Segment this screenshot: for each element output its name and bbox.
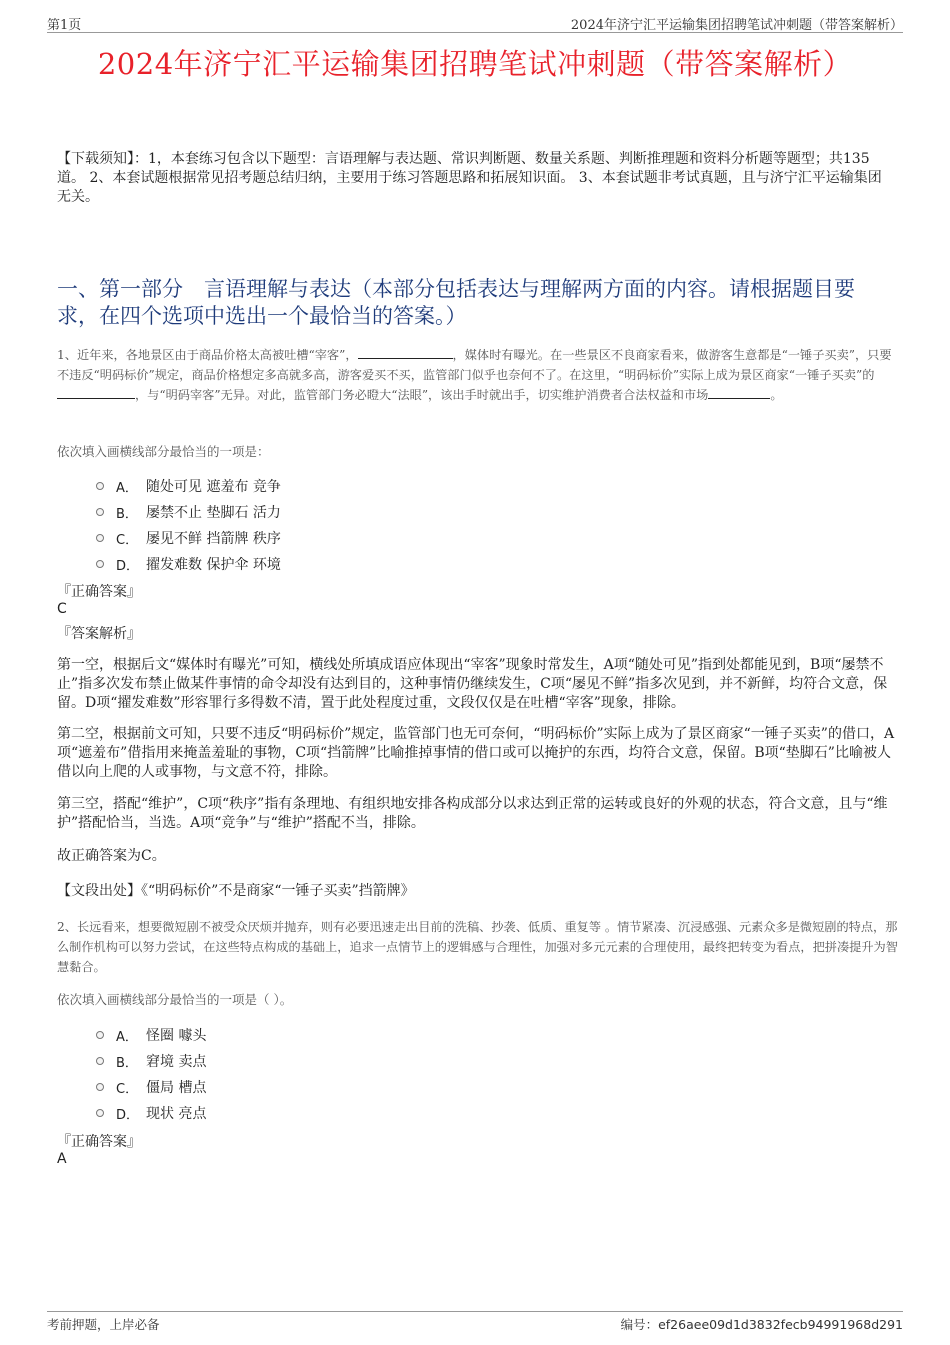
radio-button[interactable] <box>96 482 104 490</box>
option-text: 屡见不鲜 挡箭牌 秩序 <box>146 531 281 547</box>
download-notice: 【下载须知】：1，本套练习包含以下题型：言语理解与表达题、常识判断题、数量关系题、判断推理题和资料分析题等题型；共135道。 2、本套试题根据常见招考题总结归纳，主要用于练习答题思路和拓展知识面。 3、本套试题非考试真题，且与济宁汇平运输集团无关。 <box>57 151 882 205</box>
radio-button[interactable] <box>96 534 104 542</box>
answer-label: 『正确答案』 <box>57 1134 141 1150</box>
question-2-options <box>96 1022 206 1126</box>
option-letter: C． <box>116 532 139 548</box>
footer-slogan: 考前押题，上岸必备 <box>47 1317 160 1332</box>
question-1-text <box>57 345 900 405</box>
option-d[interactable] <box>96 551 281 577</box>
page-number: 第1页 <box>47 18 82 33</box>
answer-value: C <box>57 601 67 617</box>
option-b[interactable] <box>96 1048 206 1074</box>
footer-divider <box>47 1311 903 1312</box>
option-text: 屡禁不止 垫脚石 活力 <box>146 505 281 521</box>
analysis-conclusion: 故正确答案为C。 <box>57 848 166 864</box>
analysis-paragraph-3: 第三空，搭配“维护”，C项“秩序”指有条理地、有组织地安排各构成部分以求达到正常的运转或良好的外观的状态，符合文意，且与“维护”搭配恰当，当选。A项“竞争”与“维护”搭配不当，排除。 <box>57 796 888 831</box>
question-1-options <box>96 473 281 577</box>
analysis-paragraph-2: 第二空，根据前文可知，只要不违反“明码标价”规定，监管部门也无可奈何，“明码标价”实际上成为了景区商家“一锤子买卖”的借口，A项“遮羞布”借指用来掩盖羞耻的事物，C项“挡箭牌”比喻推掉事情的借口或可以掩护的东西，均符合文意，保留。B项“垫脚石”比喻被人借以向上爬的人或事物，与文意不符，排除。 <box>57 726 895 780</box>
code-value: ef26aee09d1d3832fecb94991968d291 <box>658 1317 903 1332</box>
header-doc-title: 2024年济宁汇平运输集团招聘笔试冲刺题（带答案解析） <box>570 18 903 33</box>
question-2-prompt: 依次填入画横线部分最恰当的一项是（ ）。 <box>57 992 293 1007</box>
question-2-text: 2、长远看来，想要微短剧不被受众厌烦并抛弃，则有必要迅速走出目前的洗稿、抄袭、低质、重复等 。情节紧凑、沉浸感强、元素众多是微短剧的特点，那么制作机构可以努力尝试，在这些特点构成的基础上，追求一点情节上的逻辑感与合理性，加强对多元元素的合理使用，最终把转变为看点，把拼凑提升为智慧黏合。 <box>57 920 898 974</box>
question-1-text-part-a: 1、近年来，各地景区由于商品价格太高被吐槽“宰客”， <box>57 348 358 362</box>
source-citation: 【文段出处】《“明码标价”不是商家“一锤子买卖”挡箭牌》 <box>57 883 415 899</box>
radio-button[interactable] <box>96 1083 104 1091</box>
option-b[interactable] <box>96 499 281 525</box>
question-1-text-part-b: ，媒体时有曝光。在一些景区不良商家看来，做游客生意都是“一锤子买卖”，只要不违反“明码标价”规定，商品价格想定多高就多高，游客爱买不买，监管部门似乎也奈何不了。在这里，“明码标价”实际上成为景区商家“一锤子买卖”的 <box>57 348 892 382</box>
option-c[interactable] <box>96 1074 206 1100</box>
option-letter: A． <box>116 1029 138 1045</box>
document-code <box>621 1315 903 1333</box>
option-text: 窘境 卖点 <box>146 1054 207 1070</box>
option-letter: B． <box>116 506 138 522</box>
option-text: 随处可见 遮羞布 竞争 <box>146 479 281 495</box>
option-text: 僵局 槽点 <box>146 1080 207 1096</box>
option-letter: D． <box>116 558 140 574</box>
option-a[interactable] <box>96 1022 206 1048</box>
radio-button[interactable] <box>96 1031 104 1039</box>
question-1-text-part-c: ，与“明码宰客”无异。对此，监管部门务必瞪大“法眼”，该出手时就出手，切实维护消费者合法权益和市场 <box>135 388 709 402</box>
option-letter: C． <box>116 1081 139 1097</box>
question-1-text-part-d: 。 <box>770 388 783 402</box>
analysis-label: 『答案解析』 <box>57 626 141 642</box>
code-label: 编号： <box>620 1317 659 1332</box>
option-text: 擢发难数 保护伞 环境 <box>146 557 281 573</box>
analysis-paragraph-1: 第一空，根据后文“媒体时有曝光”可知，横线处所填成语应体现出“宰客”现象时常发生，A项“随处可见”指到处都能见到，B项“屡禁不止”指多次发布禁止做某件事情的命令却没有达到目的，这种事情仍继续发生，C项“屡见不鲜”指多次见到，并不新鲜，均符合文意，保留。D项“擢发难数”形容罪行多得数不清，置于此处程度过重，文段仅仅是在吐槽“宰客”现象，排除。 <box>57 657 888 711</box>
section-title: 一、第一部分 言语理解与表达（本部分包括表达与理解两方面的内容。请根据题目要求，在四个选项中选出一个最恰当的答案。） <box>57 277 855 328</box>
radio-button[interactable] <box>96 508 104 516</box>
option-d[interactable] <box>96 1100 206 1126</box>
page-title: 2024年济宁汇平运输集团招聘笔试冲刺题（带答案解析） <box>97 47 853 81</box>
blank-1 <box>358 346 453 359</box>
option-a[interactable] <box>96 473 281 499</box>
option-letter: B． <box>116 1055 138 1071</box>
answer-value: A <box>57 1151 67 1167</box>
answer-label: 『正确答案』 <box>57 584 141 600</box>
radio-button[interactable] <box>96 1057 104 1065</box>
radio-button[interactable] <box>96 1109 104 1117</box>
option-text: 现状 亮点 <box>146 1106 207 1122</box>
header-divider <box>47 32 903 33</box>
option-letter: A． <box>116 480 138 496</box>
question-1-prompt: 依次填入画横线部分最恰当的一项是： <box>57 444 270 459</box>
option-letter: D． <box>116 1107 140 1123</box>
option-c[interactable] <box>96 525 281 551</box>
radio-button[interactable] <box>96 560 104 568</box>
blank-3 <box>708 386 770 399</box>
blank-2 <box>57 386 135 399</box>
option-text: 怪圈 噱头 <box>146 1028 207 1044</box>
